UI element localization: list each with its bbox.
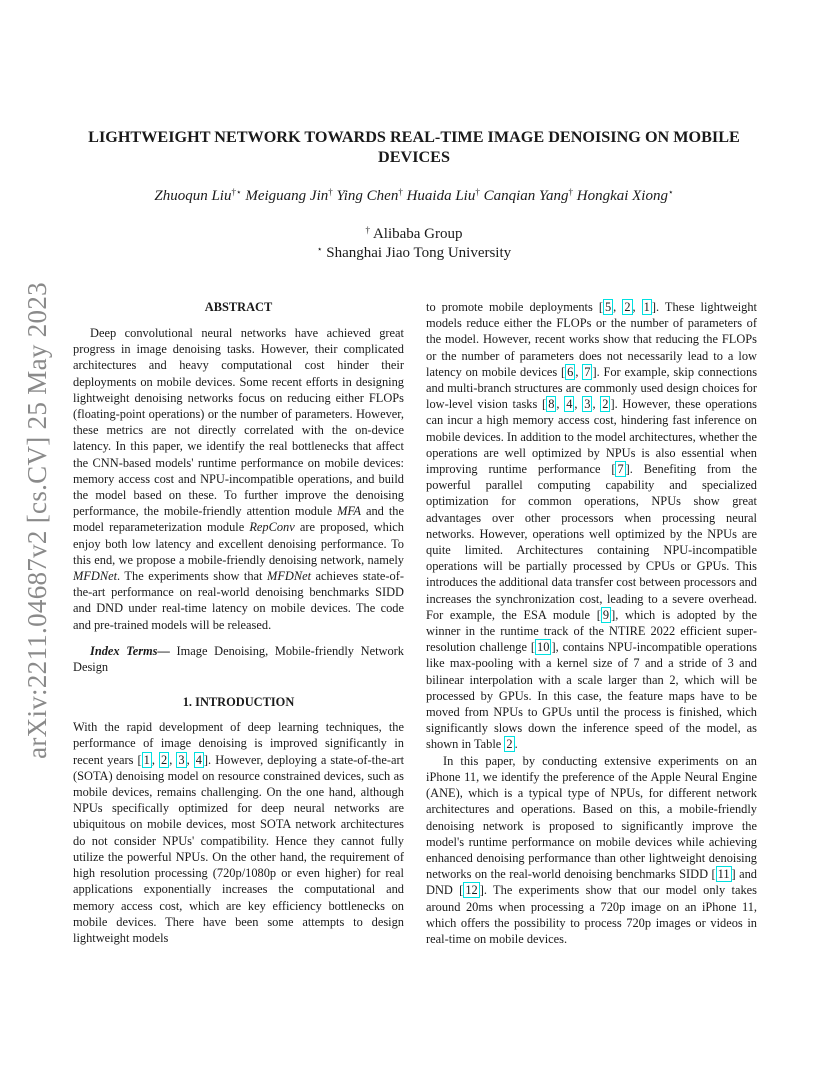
author: Canqian Yang† — [483, 187, 573, 204]
author: Huaida Liu† — [406, 187, 480, 204]
intro-paragraph-1-continued: to promote mobile deployments [ 5 , 2 , 1 ]. These lightweight models reduce either the FLOPs or the number of parameters of the model. However, recent works show that reducing the FLOPs or the number of parameters does not necessarily lead to a low latency on mobile devices [ 6 , 7 ]. For example, skip connections and multi-branch structures are commonly used design choices for low-level vision tasks [ 8 , 4 , 3 , 2 ]. However, these operations can incur a high memory access cost, hindering fast inference on mobile devices. In addition to the model architectures, whether the operations are well optimized by NPUs is also essential when improving runtime performance [ 7 ]. Benefiting from the powerful parallel computing capability and specialized optimization for common operations, NPUs show great advantages over other processors when processing neural networks. However, operations well optimized by the NPUs are quite limited. Architectures containing NPU-incompatible operations will be partially processed by CPUs or GPUs. This introduces the additional data transfer cost between processors and increases the synchronization cost, leading to a severe overhead. For example, the ESA module [ 9 ], which is adopted by the winner in the runtime track of the NTIRE 2022 efficient super-resolution challenge [ 10 ], contains NPU-incompatible operations like max-pooling with a kernel size of 7 and a stride of 3 and bilinear interpolation with a scale larger than 2, which will be processed by GPUs. In this case, the feature maps have to be moved from NPUs to GPUs until the process is finished, which significantly slows down the inference speed of the model, as shown in Table 2 . — [426, 300, 758, 752]
author-list — [60, 186, 768, 206]
abstract-heading: ABSTRACT — [204, 300, 273, 314]
citation-link[interactable]: 3 — [178, 752, 185, 767]
title-line-1: LIGHTWEIGHT NETWORK TOWARDS REAL-TIME IMAGE DENOISING ON MOBILE — [88, 128, 740, 146]
arxiv-identifier: arXiv:2211.04687v2 [cs.CV] 25 May 2023 — [21, 281, 52, 759]
citation-link[interactable]: 7 — [617, 462, 624, 477]
citation-link[interactable]: 5 — [604, 300, 612, 314]
citation-link[interactable]: 3 — [584, 397, 591, 412]
citation-link[interactable]: 2 — [161, 752, 168, 767]
title-line-2: DEVICES — [378, 147, 450, 166]
citation-link[interactable]: 4 — [566, 397, 573, 412]
right-column — [426, 299, 757, 947]
table-link[interactable]: 2 — [506, 737, 513, 752]
citation-link[interactable]: 12 — [465, 883, 478, 898]
citation-link[interactable]: 6 — [567, 364, 574, 379]
citation-link[interactable]: 2 — [602, 397, 609, 412]
citation-link[interactable]: 10 — [537, 640, 550, 655]
author: Ying Chen† — [336, 187, 403, 204]
paper-title — [60, 128, 768, 167]
citation-link[interactable]: 8 — [548, 397, 555, 412]
intro-paragraph-2: In this paper, by conducting extensive experiments on an iPhone 11, we identify the preference of the Apple Neural Engine (ANE), which is a typical type of NPUs, for different network architectures and operations. Based on this, a mobile-friendly denoising network is proposed to significantly improve the model's runtime performance on mobile devices while achieving enhanced denoising performance than other lightweight denoising networks on the real-world denoising benchmarks SIDD [ 11 ] and DND [ 12 ]. The experiments show that our model only takes around 20ms when processing a 720p image on an iPhone 11, which offers the possibility to process 720p images or videos in real-time on mobile devices. — [426, 753, 757, 946]
intro-paragraph-1: With the rapid development of deep learning techniques, the performance of image denoising is improved significantly in recent years [ 1 , 2 , 3 , 4 ]. However, deploying a state-of-the-art (SOTA) denoising model on resource constrained devices, such as mobile devices, remains challenging. On the one hand, although NPUs specifically optimized for deep neural networks are ubiquitous on mobile devices, most SOTA network architectures do not consider NPUs' compatibility. Hence they cannot fully utilize the powerful NPUs. On the other hand, the requirement of high resolution processing (720p/1080p or even higher) for real applications exponentially increases the computational and memory access cost, which are key efficiency bottlenecks on mobile devices. There have been some attempts to design lightweight models — [73, 720, 405, 945]
affiliation: † Alibaba Group — [365, 225, 463, 242]
author: Meiguang Jin† — [245, 187, 333, 204]
citation-link[interactable]: 7 — [584, 364, 591, 379]
author: Zhuoqun Liu†⋆ — [154, 187, 242, 204]
citation-link[interactable]: 9 — [602, 607, 610, 622]
abstract-text: Deep convolutional neural networks have achieved great progress in image denoising tasks. However, their complicated architectures and heavy computational cost hinder their deployments on mobile devices. Some recent efforts in designing lightweight denoising networks focus on reducing either FLOPs (floating-point operations) or the number of parameters. However, these metrics are not directly correlated with the on-device latency. In this paper, we identify the real bottlenecks that affect the CNN-based models' runtime performance on mobile devices: memory access cost and NPU-incompatible operations, and build the model based on these. To further improve the denoising performance, the mobile-friendly attention module MFA and the model reparameterization module RepConv are proposed, which enjoy both low latency and excellent denoising performance. To this end, we propose a mobile-friendly denoising network, namely MFDNet. The experiments show that MFDNet achieves state-of-the-art performance on real-world denoising benchmarks SIDD and DND under real-time latency on mobile devices. The code and pre-trained models will be released. — [73, 326, 404, 632]
citation-link[interactable]: 1 — [643, 300, 650, 314]
citation-link[interactable]: 1 — [143, 752, 150, 767]
author: Hongkai Xiong⋆ — [576, 187, 674, 204]
introduction-heading: 1. INTRODUCTION — [182, 695, 295, 710]
left-column — [73, 299, 404, 946]
citation-link[interactable]: 11 — [717, 867, 730, 882]
arxiv-stamp — [22, 280, 52, 760]
affiliation: ⋆ Shanghai Jiao Tong University — [316, 244, 512, 261]
citation-link[interactable]: 4 — [195, 752, 202, 767]
index-terms: Index Terms— Image Denoising, Mobile-friendly Network Design — [73, 643, 404, 675]
citation-link[interactable]: 2 — [624, 300, 631, 314]
